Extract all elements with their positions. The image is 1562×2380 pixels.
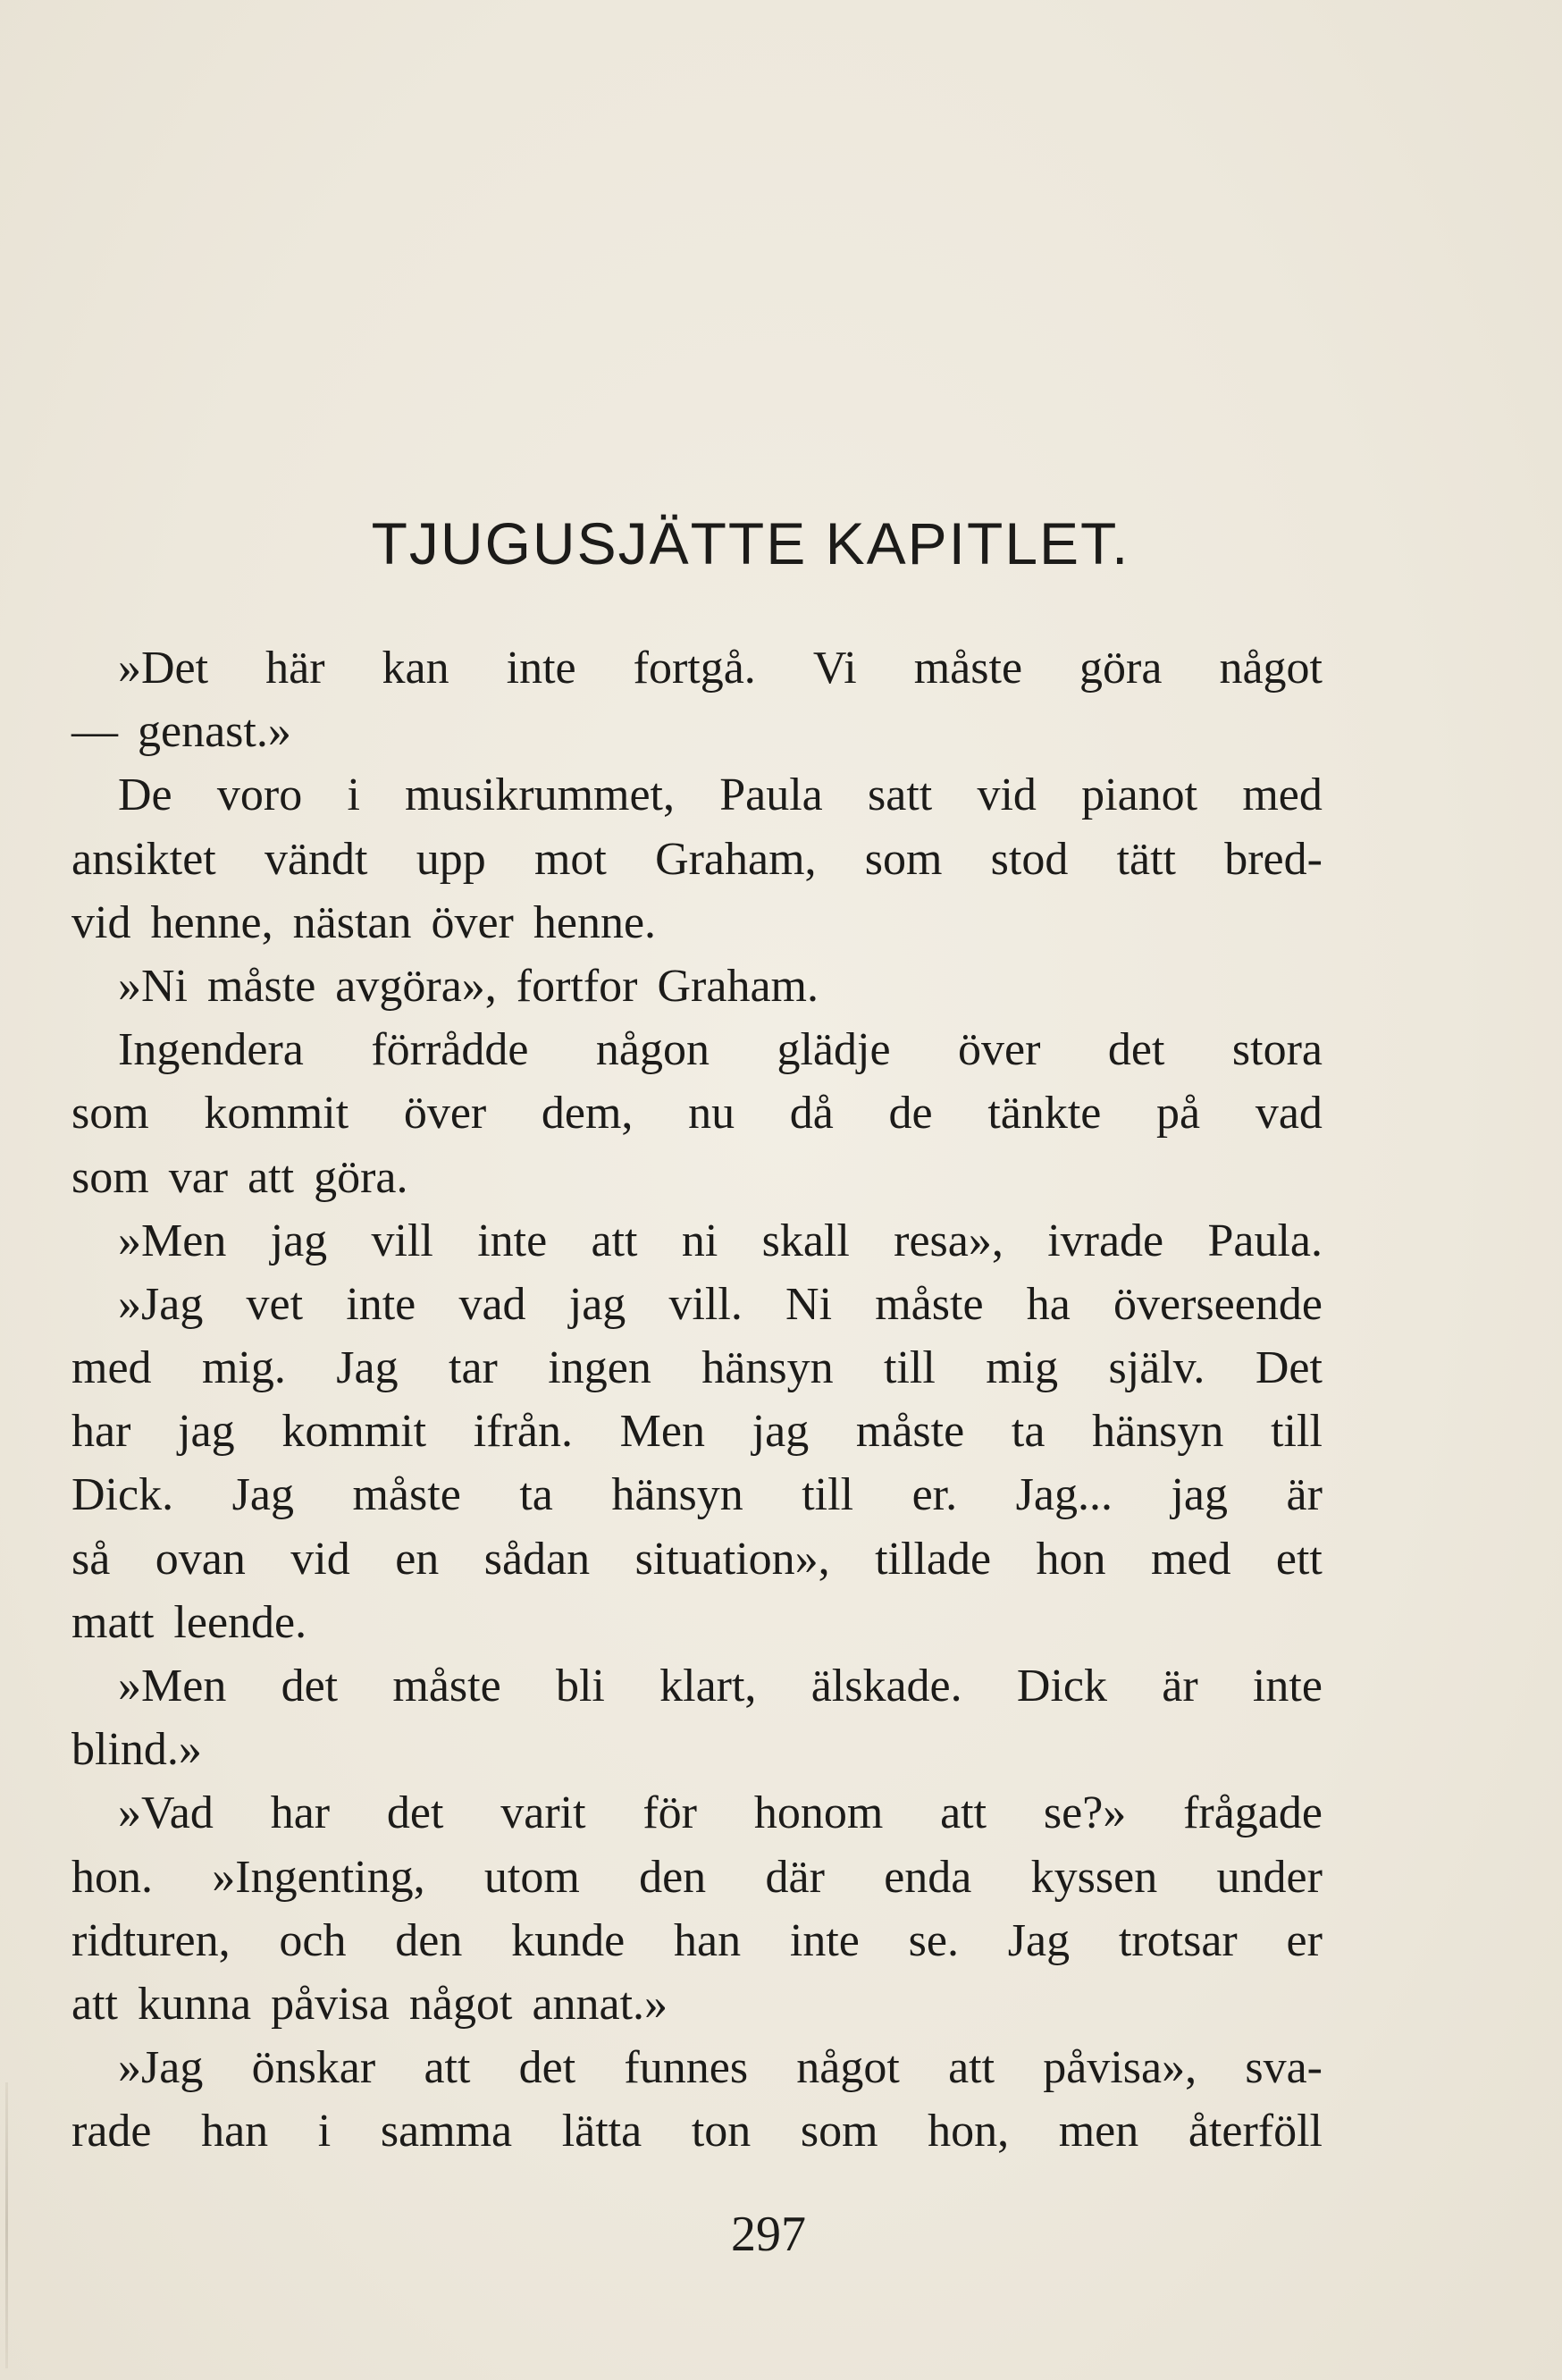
text-line: som var att göra. [71, 1151, 408, 1203]
text-line: »Men jag vill inte att ni skall resa», ivrade Paula. [118, 1215, 1323, 1266]
text-line: »Vad har det varit för honom att se?» frågade [118, 1787, 1323, 1839]
text-line: blind.» [71, 1724, 202, 1776]
text-line: rade han i samma lätta ton som hon, men återföll [71, 2106, 1323, 2157]
body-text [71, 636, 1323, 2164]
text-line: »Ni måste avgöra», fortfor Graham. [118, 960, 819, 1012]
text-line: med mig. Jag tar ingen hänsyn till mig själv. Det [71, 1342, 1323, 1394]
text-line: vid henne, nästan över henne. [71, 896, 657, 948]
chapter-title: TJUGUSJÄTTE KAPITLET. [371, 510, 1130, 576]
text-line: »Det här kan inte fortgå. Vi måste göra något [118, 643, 1323, 694]
text-line: »Men det måste bli klart, älskade. Dick är inte [118, 1661, 1323, 1711]
text-line: »Jag vet inte vad jag vill. Ni måste ha överseende [118, 1278, 1323, 1330]
text-line: ansiktet vändt upp mot Graham, som stod tätt bred- [71, 833, 1323, 885]
text-line: som kommit över dem, nu då de tänkte på vad [71, 1088, 1323, 1140]
text-line: ridturen, och den kunde han inte se. Jag trotsar er [71, 1914, 1323, 1966]
text-line: Ingendera förrådde någon glädje över det stora [118, 1024, 1323, 1076]
text-line: — genast.» [71, 706, 291, 758]
text-line: De voro i musikrummet, Paula satt vid pianot med [118, 770, 1323, 821]
text-line: att kunna påvisa något annat.» [71, 1978, 668, 2030]
text-line: hon. »Ingenting, utom den där enda kyssen under [71, 1851, 1323, 1903]
text-line: Dick. Jag måste ta hänsyn till er. Jag... jag är [71, 1469, 1323, 1521]
text-line: så ovan vid en sådan situation», tillade hon med ett [71, 1533, 1323, 1585]
text-line: har jag kommit ifrån. Men jag måste ta hänsyn till [71, 1406, 1323, 1458]
scan-margin-mark [5, 2082, 8, 2368]
text-line: matt leende. [71, 1596, 307, 1648]
text-line: »Jag önskar att det funnes något att påvisa», sva- [118, 2042, 1323, 2094]
page-number: 297 [731, 2207, 806, 2262]
